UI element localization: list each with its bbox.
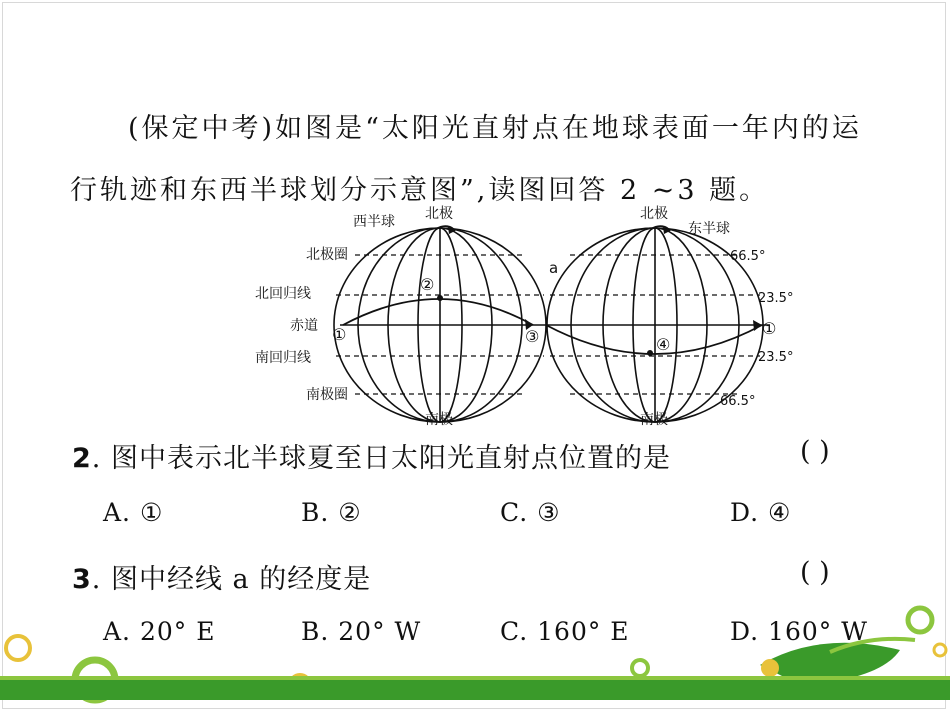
hemisphere-diagram (240, 198, 800, 438)
label-equator: 赤道 (290, 318, 318, 334)
decorative-footer (0, 590, 950, 713)
q2-option-a[interactable]: A. ① (103, 498, 164, 527)
green-bottom-bar (0, 678, 950, 700)
question-2-number: 2 (72, 443, 92, 474)
q3-option-b[interactable]: B. 20° W (301, 617, 422, 646)
q3-option-a[interactable]: A. 20° E (103, 617, 216, 646)
label-lat-665n: 66.5° (730, 249, 766, 264)
label-north-pole-right: 北极 (640, 206, 668, 222)
label-lat-665s: 66.5° (720, 394, 756, 409)
question-2 (72, 436, 671, 475)
question-3-answer-blank: ( ) (800, 557, 830, 588)
q2-option-c[interactable]: C. ③ (500, 498, 561, 527)
label-meridian-a: a (549, 259, 559, 277)
q2-option-b[interactable]: B. ② (301, 498, 362, 527)
question-3-text: . 图中经线 a 的经度是 (91, 564, 372, 595)
question-2-text: . 图中表示北半球夏至日太阳光直射点位置的是 (91, 443, 671, 474)
point-1-left: ① (332, 325, 347, 344)
label-lat-235n: 23.5° (758, 291, 794, 306)
label-arctic-circle: 北极圈 (306, 247, 348, 263)
q2-option-d[interactable]: D. ④ (730, 498, 792, 527)
intro-line-2: 行轨迹和东西半球划分示意图”,读图回答 2 ~3 题。 (70, 175, 770, 206)
label-antarctic-circle: 南极圈 (306, 387, 348, 403)
question-3-number: 3 (72, 564, 92, 595)
label-lat-235s: 23.5° (758, 350, 794, 365)
label-tropic-cancer: 北回归线 (255, 286, 311, 302)
label-tropic-capricorn: 南回归线 (255, 350, 311, 366)
label-west-hemisphere: 西半球 (353, 214, 395, 230)
label-east-hemisphere: 东半球 (688, 221, 730, 237)
point-4: ④ (656, 335, 671, 354)
label-south-pole-right: 南极 (640, 412, 668, 428)
question-2-answer-blank: ( ) (800, 436, 830, 467)
sun-point-4-dot (647, 350, 653, 356)
q3-option-d[interactable]: D. 160° W (730, 617, 868, 646)
label-north-pole-left: 北极 (425, 206, 453, 222)
point-1-right: ① (762, 319, 777, 338)
western-hemisphere-globe (334, 226, 546, 422)
intro-line-1: (保定中考)如图是“太阳光直射点在地球表面一年内的运 (128, 113, 862, 144)
sun-point-2-dot (437, 295, 443, 301)
point-3: ③ (525, 327, 540, 346)
q3-option-c[interactable]: C. 160° E (500, 617, 630, 646)
point-2: ② (420, 275, 435, 294)
label-south-pole-left: 南极 (425, 412, 453, 428)
